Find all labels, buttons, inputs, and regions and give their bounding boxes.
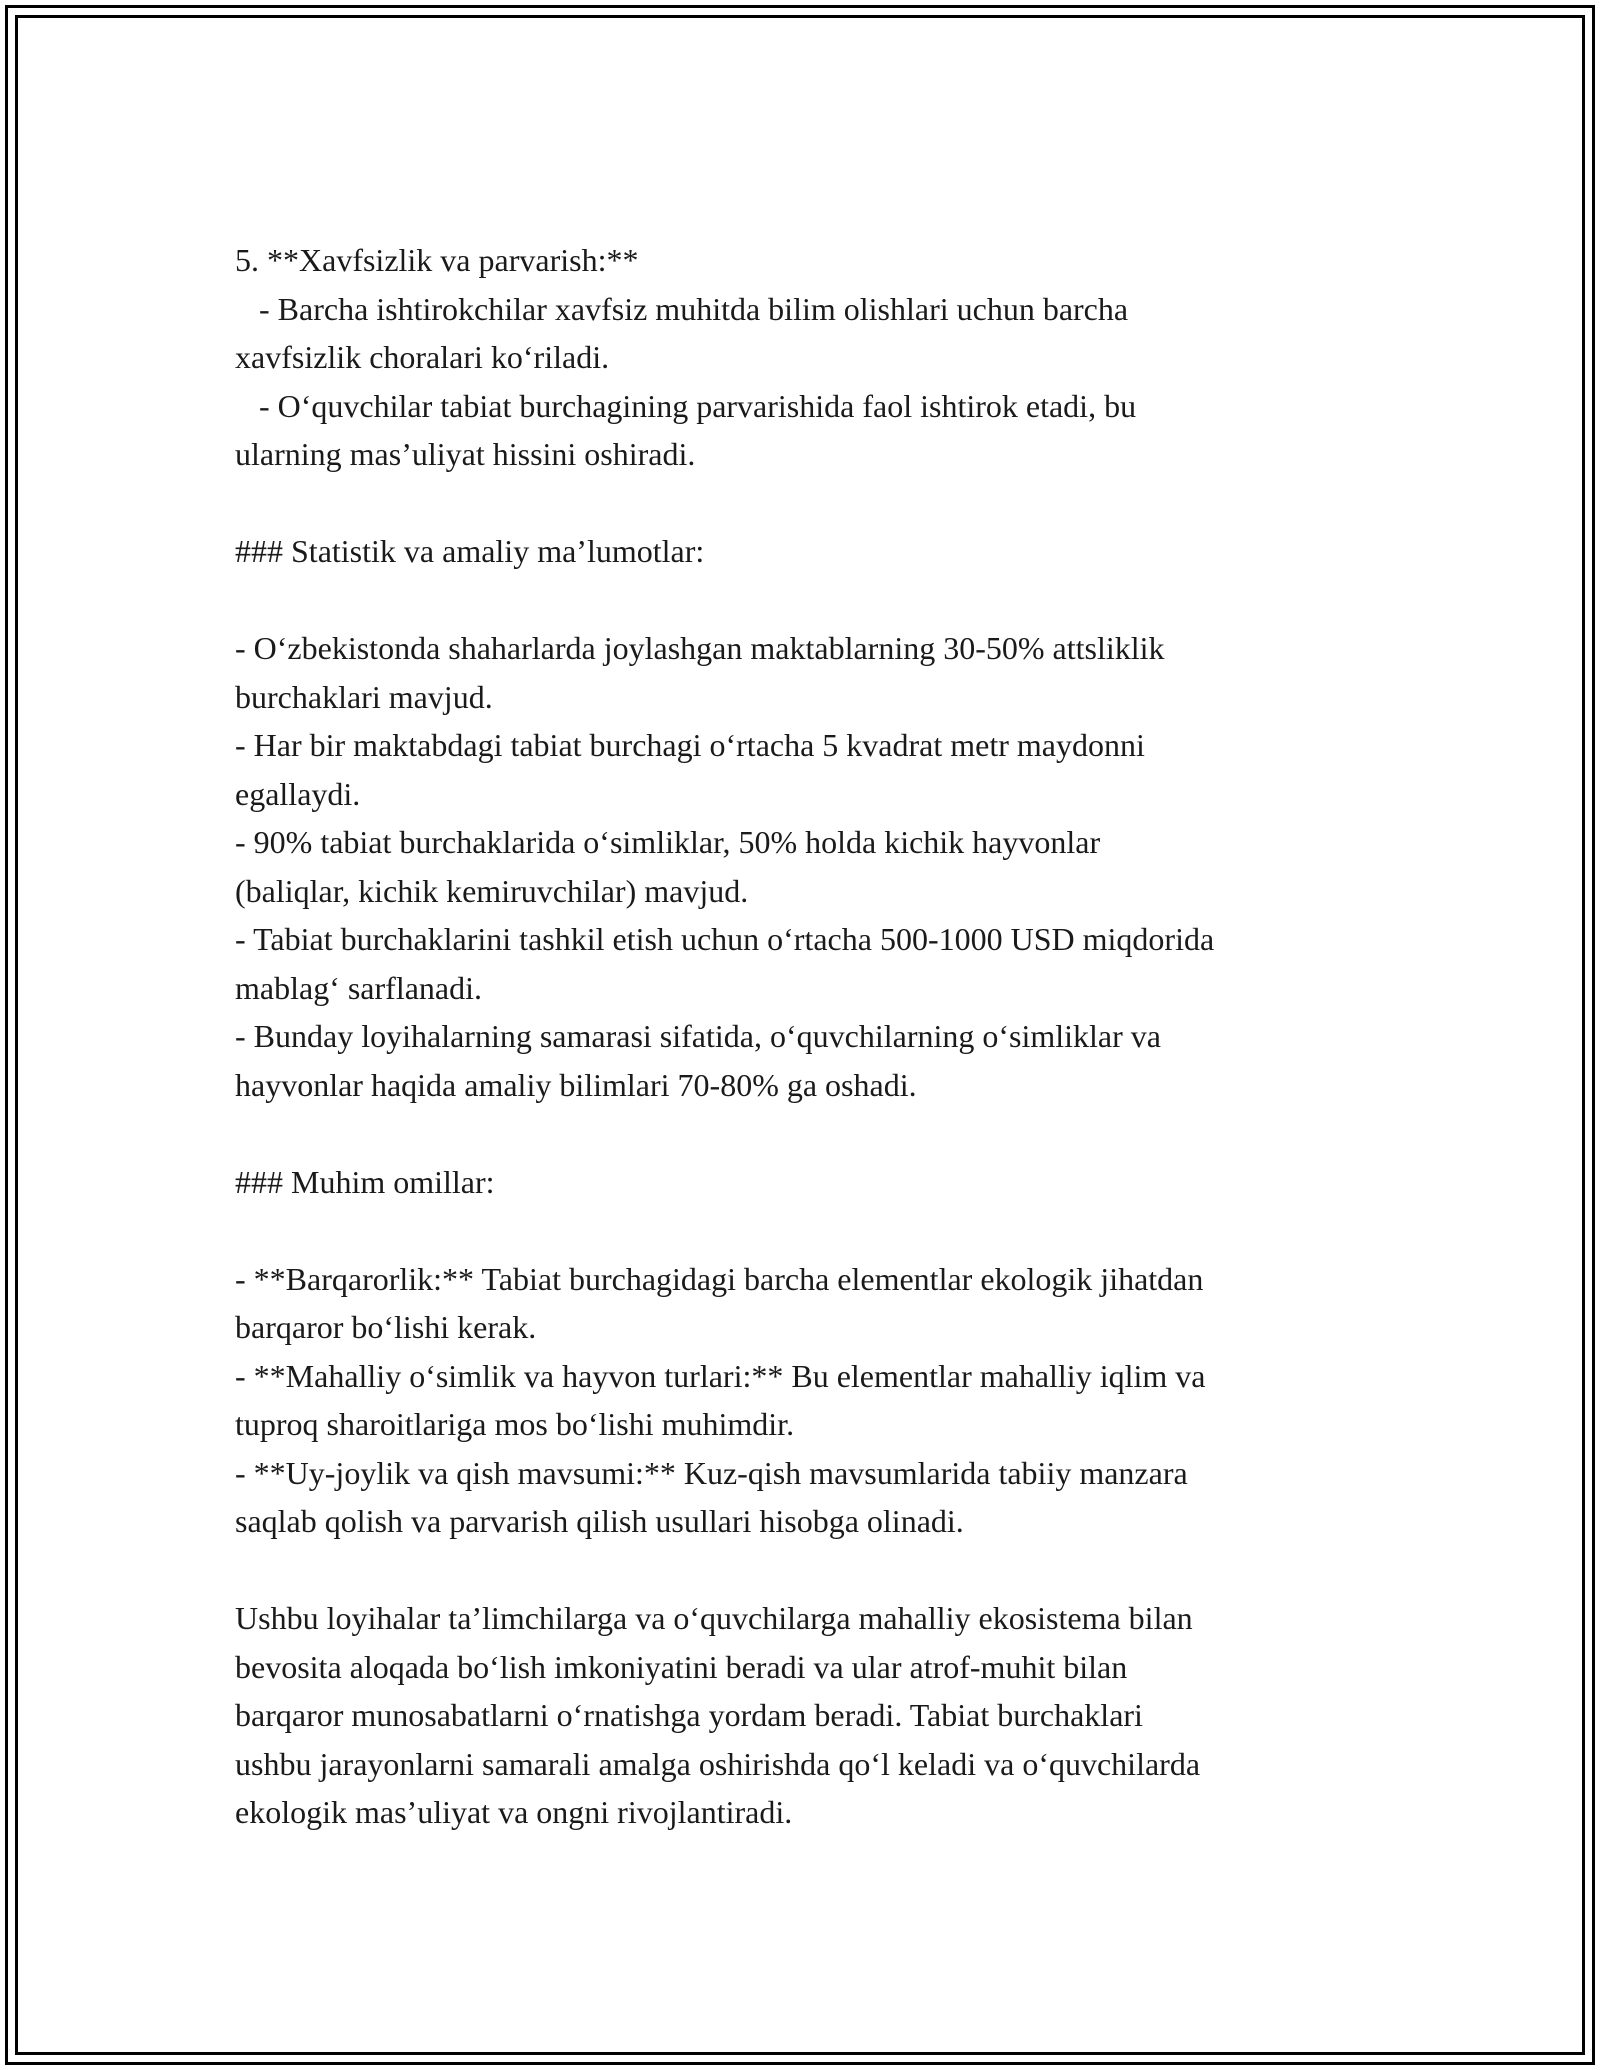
text-line: - Tabiat burchaklarini tashkil etish uchun oʻrtacha 500-1000 USD miqdorida [235, 921, 1215, 957]
text-line: barqaror munosabatlarni oʻrnatishga yordam beradi. Tabiat burchaklari [235, 1697, 1143, 1733]
text-line: - Barcha ishtirokchilar xavfsiz muhitda bilim olishlari uchun barcha [235, 290, 1129, 327]
text-line: saqlab qolish va parvarish qilish usullari hisobga olinadi. [235, 1503, 964, 1539]
blank-line [235, 479, 1375, 528]
text-line: ekologik masʼuliyat va ongni rivojlantiradi. [235, 1794, 793, 1830]
text-line: hayvonlar haqida amaliy bilimlari 70-80% ga oshadi. [235, 1066, 917, 1103]
text-line: tuproq sharoitlariga mos boʻlishi muhimdir. [235, 1406, 795, 1442]
text-line: bevosita aloqada boʻlish imkoniyatini beradi va ular atrof-muhit bilan [235, 1648, 1128, 1685]
text-line: ### Muhim omillar: [235, 1163, 495, 1200]
blank-line [235, 576, 1375, 625]
text-line: ularning masʼuliyat hissini oshiradi. [235, 436, 696, 472]
blank-line [235, 1206, 1375, 1255]
text-line: 5. **Xavfsizlik va parvarish:** [235, 242, 639, 278]
text-line: mablagʻ sarflanadi. [235, 969, 482, 1006]
text-line: (baliqlar, kichik kemiruvchilar) mavjud. [235, 872, 749, 909]
text-line: - **Uy-joylik va qish mavsumi:** Kuz-qish mavsumlarida tabiiy manzara [235, 1454, 1188, 1491]
document-body [235, 236, 1375, 1837]
blank-line [235, 1109, 1375, 1158]
text-line: - **Barqarorlik:** Tabiat burchagidagi barcha elementlar ekologik jihatdan [235, 1260, 1204, 1297]
text-line: xavfsizlik choralari koʻriladi. [235, 339, 610, 375]
text-line: burchaklari mavjud. [235, 678, 493, 715]
text-line: - Oʻzbekistonda shaharlarda joylashgan maktablarning 30-50% attsliklik [235, 630, 1165, 666]
text-line: ### Statistik va amaliy maʼlumotlar: [235, 533, 705, 569]
blank-line [235, 1546, 1375, 1595]
text-line: Ushbu loyihalar taʼlimchilarga va oʻquvchilarga mahalliy ekosistema bilan [235, 1600, 1193, 1636]
text-line: egallaydi. [235, 775, 361, 812]
text-line: - Bunday loyihalarning samarasi sifatida, oʻquvchilarning oʻsimliklar va [235, 1018, 1161, 1054]
text-line: - **Mahalliy oʻsimlik va hayvon turlari:** Bu elementlar mahalliy iqlim va [235, 1357, 1206, 1394]
text-line: barqaror boʻlishi kerak. [235, 1309, 537, 1345]
text-line: - Har bir maktabdagi tabiat burchagi oʻrtacha 5 kvadrat metr maydonni [235, 727, 1145, 763]
text-line: ushbu jarayonlarni samarali amalga oshirishda qoʻl keladi va oʻquvchilarda [235, 1745, 1201, 1782]
text-line: - 90% tabiat burchaklarida oʻsimliklar, 50% holda kichik hayvonlar [235, 824, 1101, 860]
text-line: - Oʻquvchilar tabiat burchagining parvarishida faol ishtirok etadi, bu [235, 387, 1137, 424]
